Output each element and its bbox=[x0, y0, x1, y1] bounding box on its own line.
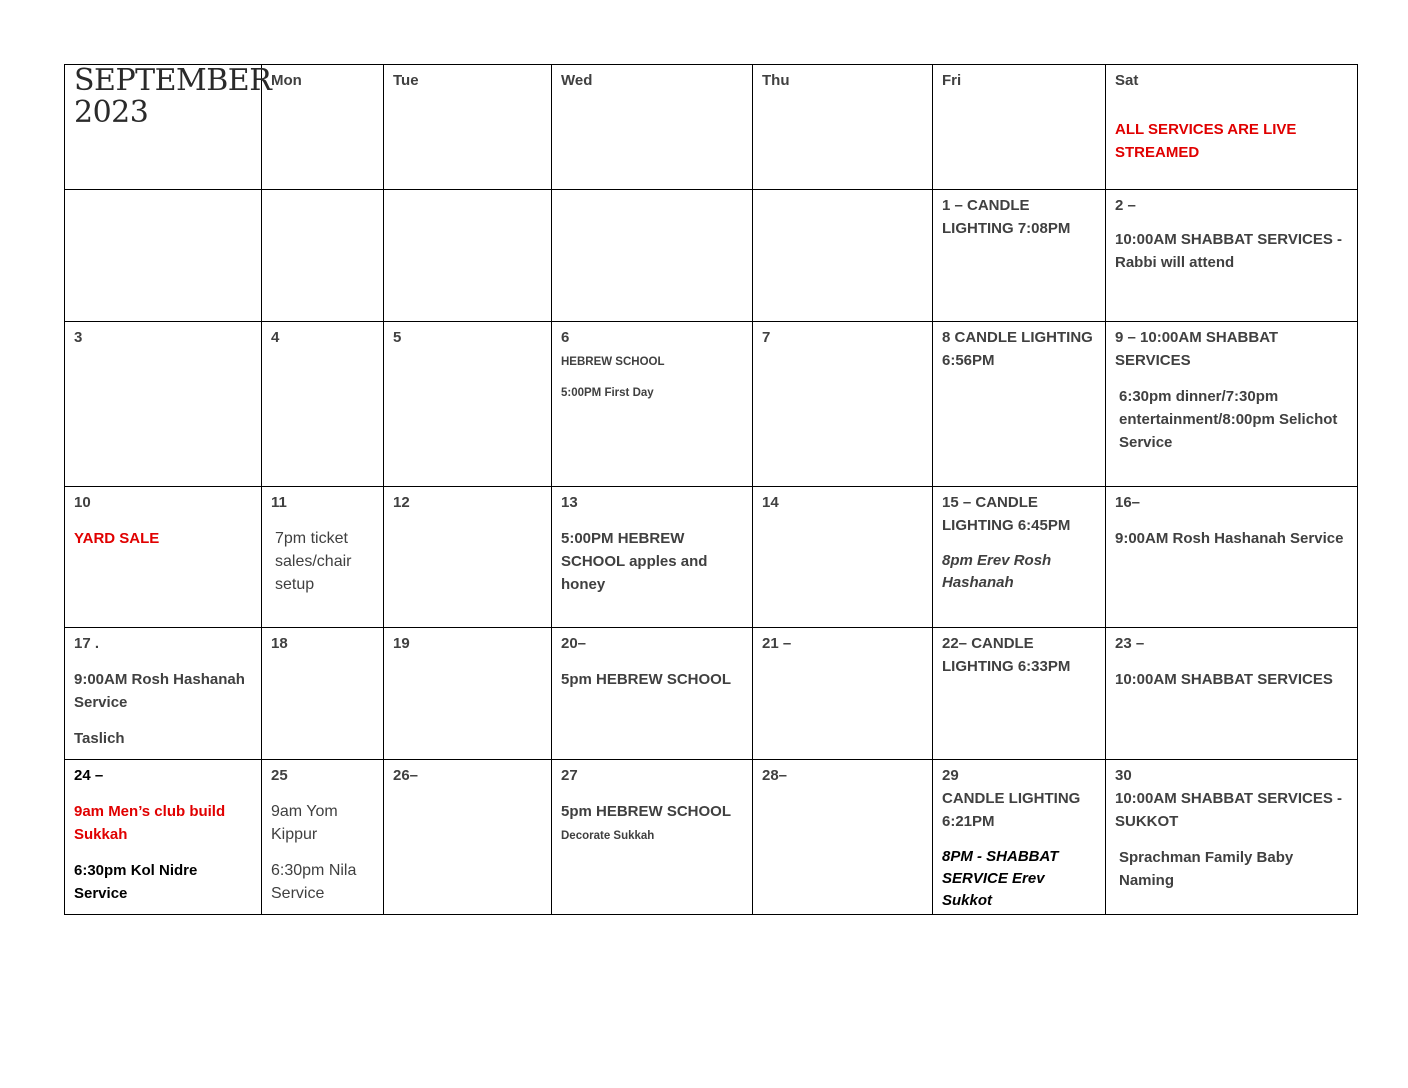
day-number: 20– bbox=[561, 635, 587, 652]
year-title: 2023 bbox=[74, 95, 149, 130]
weekday-tue: Tue bbox=[384, 65, 552, 190]
day-cell-3: 3 bbox=[65, 322, 262, 487]
candle-lighting: 15 – CANDLE LIGHTING 6:45PM bbox=[942, 494, 1071, 534]
event-text: 5pm HEBREW SCHOOL bbox=[561, 671, 732, 688]
event-text: 6:30pm Kol Nidre Service bbox=[74, 862, 198, 902]
event-text: Sprachman Family Baby Naming bbox=[1119, 849, 1294, 889]
weekday-sat bbox=[1106, 65, 1358, 190]
day-cell-15 bbox=[933, 487, 1106, 628]
week-row-4 bbox=[65, 628, 1358, 760]
day-cell-25 bbox=[262, 760, 384, 915]
day-number: 27 bbox=[561, 767, 578, 784]
candle-lighting: 8 CANDLE LIGHTING 6:56PM bbox=[942, 329, 1093, 369]
event-text: Decorate Sukkah bbox=[561, 830, 655, 842]
day-cell-8 bbox=[933, 322, 1106, 487]
event-text: 9 – 10:00AM SHABBAT SERVICES bbox=[1115, 329, 1279, 369]
day-cell-16 bbox=[1106, 487, 1358, 628]
day-number: 16– bbox=[1115, 494, 1141, 511]
day-cell-13 bbox=[552, 487, 753, 628]
event-text: 8pm Erev Rosh Hashanah bbox=[942, 552, 1052, 591]
day-number: 30 bbox=[1115, 767, 1132, 784]
event-text: 5:00PM HEBREW SCHOOL apples and honey bbox=[561, 530, 708, 593]
day-cell-27 bbox=[552, 760, 753, 915]
event-text: HEBREW SCHOOL bbox=[561, 356, 665, 368]
header-row bbox=[65, 65, 1358, 190]
day-cell-22 bbox=[933, 628, 1106, 760]
day-cell-1 bbox=[933, 190, 1106, 322]
day-cell-19: 19 bbox=[384, 628, 552, 760]
event-text: 10:00AM SHABBAT SERVICES - SUKKOT bbox=[1115, 790, 1342, 830]
day-number: 23 – bbox=[1115, 635, 1145, 652]
event-text: 10:00AM SHABBAT SERVICES bbox=[1115, 671, 1333, 688]
week-row-5 bbox=[65, 760, 1358, 915]
day-number: 13 bbox=[561, 494, 578, 511]
day-cell-12: 12 bbox=[384, 487, 552, 628]
event-text: 5:00PM First Day bbox=[561, 387, 654, 399]
event-text: 9:00AM Rosh Hashanah Service bbox=[74, 671, 245, 711]
week-row-1 bbox=[65, 190, 1358, 322]
event-text: 8PM - SHABBAT SERVICE Erev Sukkot bbox=[942, 848, 1059, 909]
day-cell-28: 28– bbox=[753, 760, 933, 915]
event-text: 5pm HEBREW SCHOOL bbox=[561, 803, 732, 820]
day-cell-5: 5 bbox=[384, 322, 552, 487]
day-cell-11 bbox=[262, 487, 384, 628]
week-row-3 bbox=[65, 487, 1358, 628]
calendar-title bbox=[65, 63, 272, 190]
day-cell-empty bbox=[384, 190, 552, 322]
day-cell-2 bbox=[1106, 190, 1358, 322]
day-number: 6 bbox=[561, 329, 570, 346]
day-cell-4: 4 bbox=[262, 322, 384, 487]
day-cell-10 bbox=[65, 487, 262, 628]
event-text: 9am Yom Kippur bbox=[271, 803, 338, 843]
day-cell-23 bbox=[1106, 628, 1358, 760]
day-cell-empty bbox=[753, 190, 933, 322]
day-cell-24 bbox=[65, 760, 262, 915]
day-cell-6 bbox=[552, 322, 753, 487]
candle-lighting: CANDLE LIGHTING 6:21PM bbox=[942, 790, 1081, 830]
candle-lighting: 1 – CANDLE LIGHTING 7:08PM bbox=[942, 197, 1071, 237]
day-cell-18: 18 bbox=[262, 628, 384, 760]
day-cell-empty bbox=[552, 190, 753, 322]
day-cell-9 bbox=[1106, 322, 1358, 487]
day-cell-29 bbox=[933, 760, 1106, 915]
day-number: 10 bbox=[74, 494, 91, 511]
day-cell-14: 14 bbox=[753, 487, 933, 628]
event-text: Taslich bbox=[74, 730, 125, 747]
calendar-table bbox=[64, 64, 1358, 915]
event-text: 6:30pm dinner/7:30pm entertainment/8:00pm Selichot Service bbox=[1119, 388, 1338, 451]
weekday-sat-label: Sat bbox=[1115, 72, 1139, 89]
day-number: 11 bbox=[271, 494, 287, 511]
day-cell-empty bbox=[65, 190, 262, 322]
weekday-thu: Thu bbox=[753, 65, 933, 190]
event-text: 7pm ticket sales/chair setup bbox=[275, 530, 352, 593]
day-cell-30 bbox=[1106, 760, 1358, 915]
event-text: 9:00AM Rosh Hashanah Service bbox=[1115, 530, 1344, 547]
weekday-wed: Wed bbox=[552, 65, 753, 190]
day-cell-7: 7 bbox=[753, 322, 933, 487]
weekday-fri: Fri bbox=[933, 65, 1106, 190]
livestream-note: ALL SERVICES ARE LIVE STREAMED bbox=[1115, 121, 1297, 161]
day-number: 29 bbox=[942, 767, 959, 784]
event-text: 9am Men’s club build Sukkah bbox=[74, 803, 226, 843]
day-cell-21: 21 – bbox=[753, 628, 933, 760]
event-text: 6:30pm Nila Service bbox=[271, 862, 357, 902]
day-cell-26: 26– bbox=[384, 760, 552, 915]
day-cell-17 bbox=[65, 628, 262, 760]
day-number: 2 – bbox=[1115, 197, 1136, 214]
event-text: YARD SALE bbox=[74, 530, 160, 547]
month-title: SEPTEMBER bbox=[74, 63, 272, 98]
day-number: 17 . bbox=[74, 635, 100, 652]
day-number: 24 – bbox=[74, 767, 104, 784]
day-number: 25 bbox=[271, 767, 288, 784]
event-text: 10:00AM SHABBAT SERVICES - Rabbi will attend bbox=[1115, 231, 1342, 271]
day-cell-20 bbox=[552, 628, 753, 760]
week-row-2 bbox=[65, 322, 1358, 487]
candle-lighting: 22– CANDLE LIGHTING 6:33PM bbox=[942, 635, 1071, 675]
day-cell-empty bbox=[262, 190, 384, 322]
weekday-mon: Mon bbox=[262, 65, 384, 190]
